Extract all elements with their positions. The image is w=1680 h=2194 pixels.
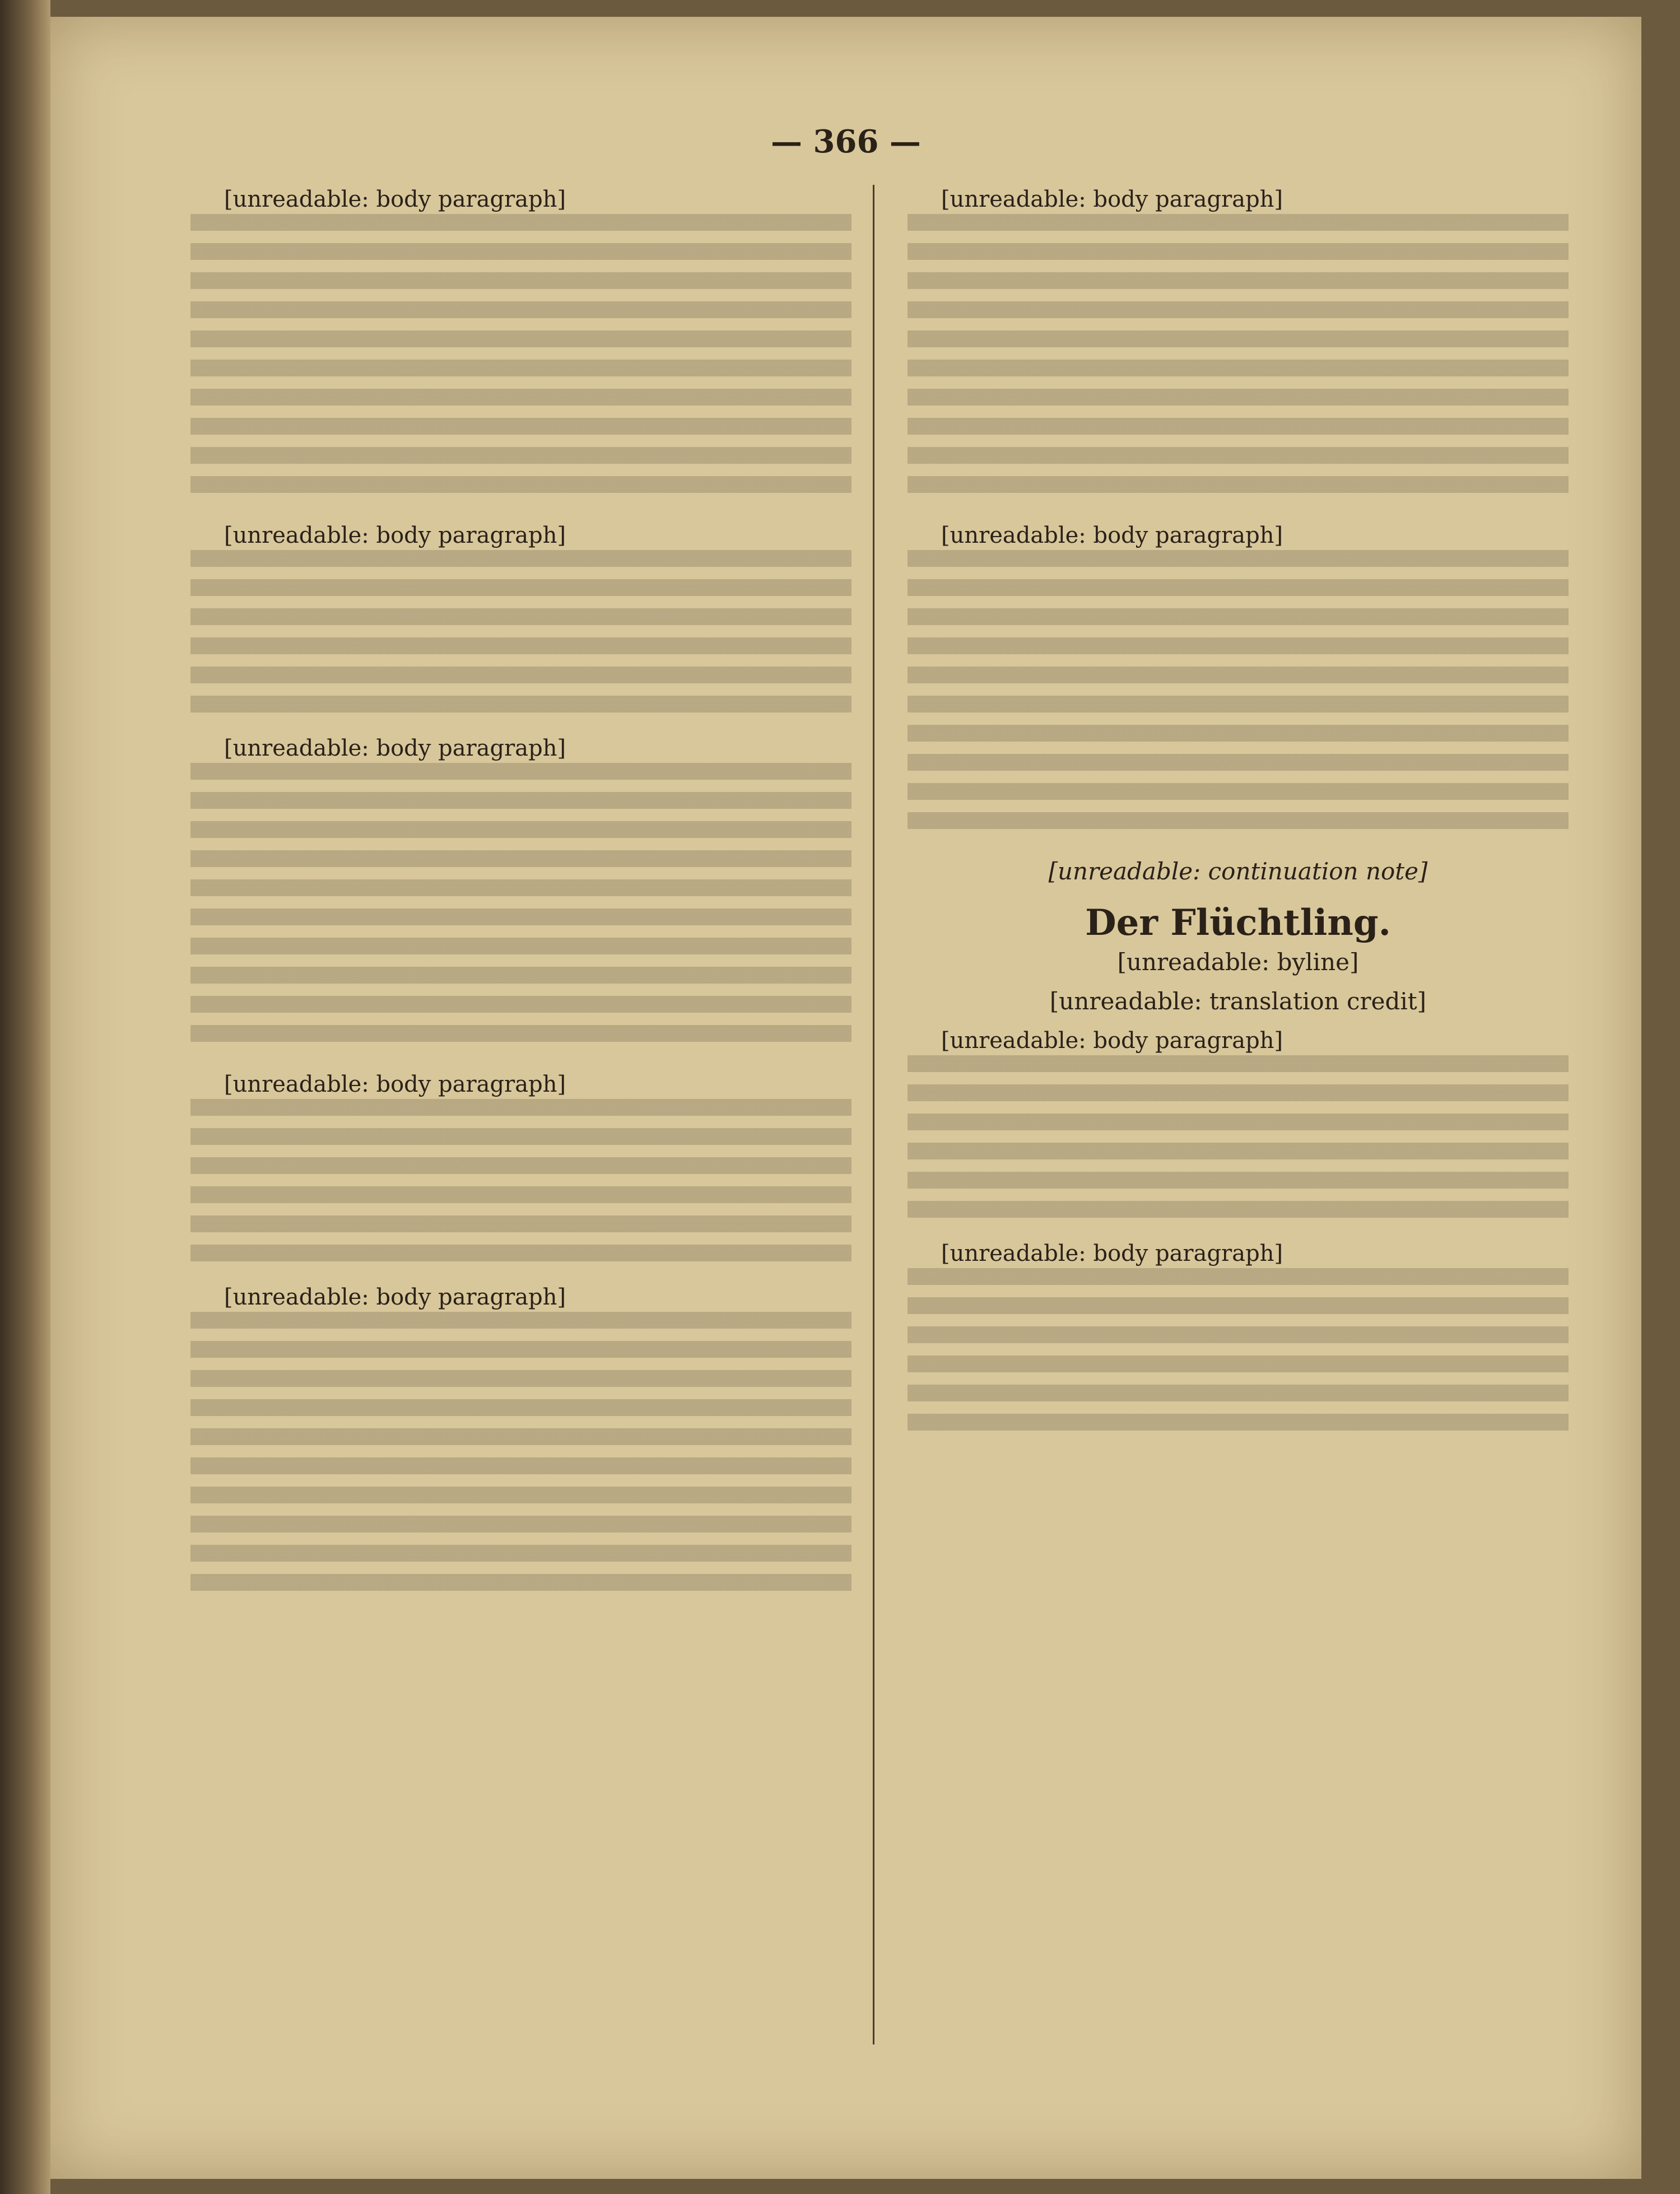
paragraph: [unreadable: body paragraph]: [908, 185, 1569, 505]
paragraph: [unreadable: body paragraph]: [908, 521, 1569, 841]
section-title: Der Flüchtling.: [1085, 902, 1391, 944]
left-column: [190, 185, 851, 2044]
translation-credit: [unreadable: translation credit]: [1049, 987, 1427, 1015]
continuation-note: [unreadable: continuation note]: [1048, 858, 1428, 885]
column-rule: [873, 185, 874, 2044]
byline: [unreadable: byline]: [1117, 948, 1359, 976]
paragraph: [unreadable: body paragraph]: [908, 1026, 1569, 1223]
paragraph: [unreadable: body paragraph]: [190, 521, 851, 718]
book-spine: [0, 0, 50, 2194]
paragraph: [unreadable: body paragraph]: [190, 185, 851, 505]
page-sheet: [50, 17, 1641, 2179]
paragraph: [unreadable: body paragraph]: [190, 734, 851, 1054]
paragraph: [unreadable: body paragraph]: [190, 1283, 851, 1603]
paragraph: [unreadable: body paragraph]: [190, 1070, 851, 1267]
paragraph: [unreadable: body paragraph]: [908, 1239, 1569, 1436]
page-number: — 366 —: [771, 123, 921, 160]
right-column: [908, 185, 1569, 2044]
